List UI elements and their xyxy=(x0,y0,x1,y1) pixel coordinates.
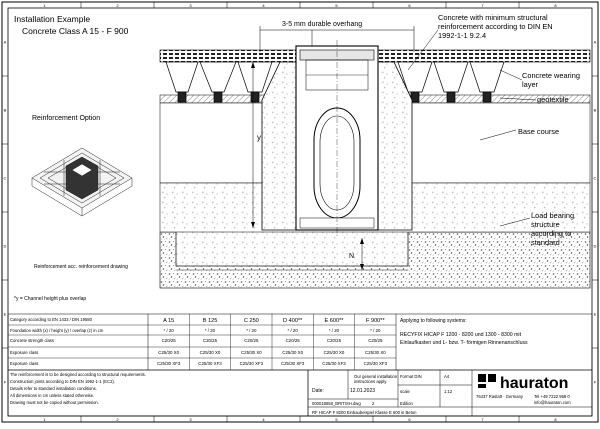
callout-concrete-min: Concrete with minimum structural reinforcement according to DIN EN 1992-1-1 9.2.4 xyxy=(438,13,553,40)
callout-wearing-layer: Concrete wearing layer xyxy=(522,71,580,89)
spec-cell: * / 20 xyxy=(246,328,257,333)
cross-section xyxy=(160,21,590,288)
applies-label: Applying to following systems: xyxy=(400,318,467,324)
sheet-number: 2 xyxy=(372,401,375,406)
spec-column-head: A 15 xyxy=(163,318,175,324)
footnote: *y = Channel height plus overlap xyxy=(14,296,87,302)
spec-cell: C20/25 xyxy=(202,338,218,343)
callout-overhang: 3-5 mm durable overhang xyxy=(282,21,363,28)
grid-col-label: 6 xyxy=(408,417,411,422)
spec-column-head: D 400** xyxy=(283,318,303,324)
grid-row-label: A xyxy=(593,39,597,45)
grid-row-label: D xyxy=(593,243,597,249)
spec-cell: * / 20 xyxy=(163,328,174,333)
scale-label: scale xyxy=(400,389,410,394)
spec-cell: C25/30 XF3 xyxy=(198,361,222,366)
drawing-number: 000018658_BRITISH.dwg xyxy=(312,401,361,406)
spec-cell: * / 20 xyxy=(287,328,298,333)
svg-text:The reinforcement is to be des xyxy=(10,372,146,405)
scale-value: 1:12 xyxy=(444,389,453,394)
grid-col-label: 8 xyxy=(554,3,557,8)
note-line: Construction joints according to DIN EN 1992-1-1 (EC2). xyxy=(10,379,115,384)
reinforcement-caption: Reinforcement acc. reinforcement drawing xyxy=(34,264,128,270)
spec-row-heading: Category according to EN 1433 / DIN 19580 xyxy=(10,317,92,322)
grid-row-label: F xyxy=(593,379,597,385)
grid-row-label: B xyxy=(593,107,597,113)
format-value: A4 xyxy=(444,374,450,379)
note-line: Details refer to standard installation conditions. xyxy=(10,386,97,391)
grid-col-label: 4 xyxy=(262,3,265,8)
callout-base-course: Base course xyxy=(518,127,560,136)
callout-load-bearing: Load bearing structure according to standard xyxy=(531,211,575,247)
grid-row-label: F xyxy=(3,379,7,385)
company-address: 76437 Rastatt · Germany xyxy=(476,394,524,399)
grid-col-label: 5 xyxy=(335,3,338,8)
company-email: info@hauraton.com xyxy=(534,400,571,405)
reinforcement-cage-illustration xyxy=(32,148,132,216)
spec-cell: C25/30 X0 xyxy=(158,350,180,355)
grid-col-label: 7 xyxy=(481,3,484,8)
company-logo-text: hauraton xyxy=(500,375,569,392)
spec-cell: C25/30 X0 xyxy=(323,350,345,355)
right-paver-blocks xyxy=(398,62,504,102)
drawing-description: RF HICAP F 8200 Einbaubeispiel Klasse E 600 in Beton xyxy=(312,410,417,415)
grid-row-label: E xyxy=(593,311,597,317)
grid-col-label: 3 xyxy=(189,417,192,422)
grid-row-label: C xyxy=(593,175,597,181)
dimension-n-label: N xyxy=(349,253,355,260)
spec-cell: C20/25 xyxy=(326,338,342,343)
hauraton-logo xyxy=(478,374,568,392)
grid-col-label: 6 xyxy=(408,3,411,8)
spec-cell: * / 20 xyxy=(370,328,381,333)
reinforcement-heading: Reinforcement Option xyxy=(32,115,101,122)
grid-col-label: 2 xyxy=(116,417,119,422)
grid-col-label: 3 xyxy=(189,3,192,8)
grid-row-labels-right xyxy=(592,40,598,385)
grid-row-label: D xyxy=(3,243,7,249)
grid-col-label: 1 xyxy=(43,3,46,8)
grid-row-label: B xyxy=(3,107,7,113)
grid-column-labels-bottom xyxy=(43,416,557,422)
callout-geotextile: geotextile xyxy=(537,95,569,104)
spec-row-heading: Concrete strength class xyxy=(10,338,54,343)
spec-cell: C25/30 XF3 xyxy=(280,361,305,366)
spec-cell: C25/30 X0 xyxy=(199,350,221,355)
grid-col-label: 5 xyxy=(335,417,338,422)
grid-row-label: C xyxy=(3,175,7,181)
company-phone: Tel +49 7222 958 0 xyxy=(534,394,570,399)
grid-col-label: 8 xyxy=(554,417,557,422)
spec-row-heading: Exposure class xyxy=(10,350,39,355)
grid-row-label: E xyxy=(3,311,7,317)
spec-cell: C25/30 X0 xyxy=(240,350,262,355)
spec-cell: C20/25 xyxy=(285,338,300,343)
note-line: The reinforcement is to be designed according to structural requirements. xyxy=(10,372,146,377)
grid-col-label: 1 xyxy=(43,417,46,422)
grid-column-labels-top xyxy=(43,2,557,8)
spec-cell: * / 20 xyxy=(328,328,340,333)
applies-text-line-1: RECYFIX HICAP F 1200 - 8200 und 1300 - 8300 mit xyxy=(400,332,522,338)
applies-text-line-2: Einlaufkasten und L- bzw. T- förmigen Rinnenanschluss xyxy=(400,340,528,346)
date-label: Date: xyxy=(312,388,324,394)
spec-column-head: C 250 xyxy=(243,318,259,324)
title-line-2: Concrete Class A 15 - F 900 xyxy=(22,26,129,36)
spec-cell: C25/30 X0 xyxy=(364,350,386,355)
title-line-1: Installation Example xyxy=(14,14,91,24)
edition-label: Edition xyxy=(400,401,413,406)
spec-cell: C25/30 XF3 xyxy=(322,361,346,366)
spec-cell: C20/25 xyxy=(161,338,176,343)
spec-column-head: B 125 xyxy=(202,318,218,324)
note-line: Drawing must not be copied without permission. xyxy=(10,400,99,405)
grid-col-label: 4 xyxy=(262,417,265,422)
spec-cell: C25/30 XF3 xyxy=(156,361,181,366)
left-paver-blocks xyxy=(166,62,272,102)
date-value: 12.01.2023 xyxy=(350,388,376,394)
spec-cell: * / 20 xyxy=(204,328,216,333)
spec-cell: C25/30 X0 xyxy=(282,350,304,355)
spec-row-heading: Exposure class xyxy=(10,361,39,366)
notes-block xyxy=(8,370,308,416)
grid-row-label: A xyxy=(3,39,7,45)
spec-cell: C25/30 XF3 xyxy=(363,361,388,366)
grid-col-label: 2 xyxy=(116,3,119,8)
note-line: All dimensions in cm unless stated otherwise. xyxy=(10,393,95,398)
spec-cell: C25/30 XF3 xyxy=(239,361,264,366)
spec-column-head: F 900** xyxy=(365,318,385,324)
dimension-y-label: y xyxy=(257,133,261,142)
general-instructions-note: Our general installation instructions apply. xyxy=(354,374,398,384)
spec-column-head: E 600** xyxy=(324,318,344,324)
spec-row-heading: Foundation width (x) / height (y) / overlap (z) in cm xyxy=(10,328,104,333)
format-label: Format DIN xyxy=(400,374,422,379)
spec-cell: C20/25 xyxy=(368,338,383,343)
spec-cell: C20/25 xyxy=(244,338,259,343)
grid-col-label: 7 xyxy=(481,417,484,422)
grid-row-labels-left xyxy=(2,40,8,385)
